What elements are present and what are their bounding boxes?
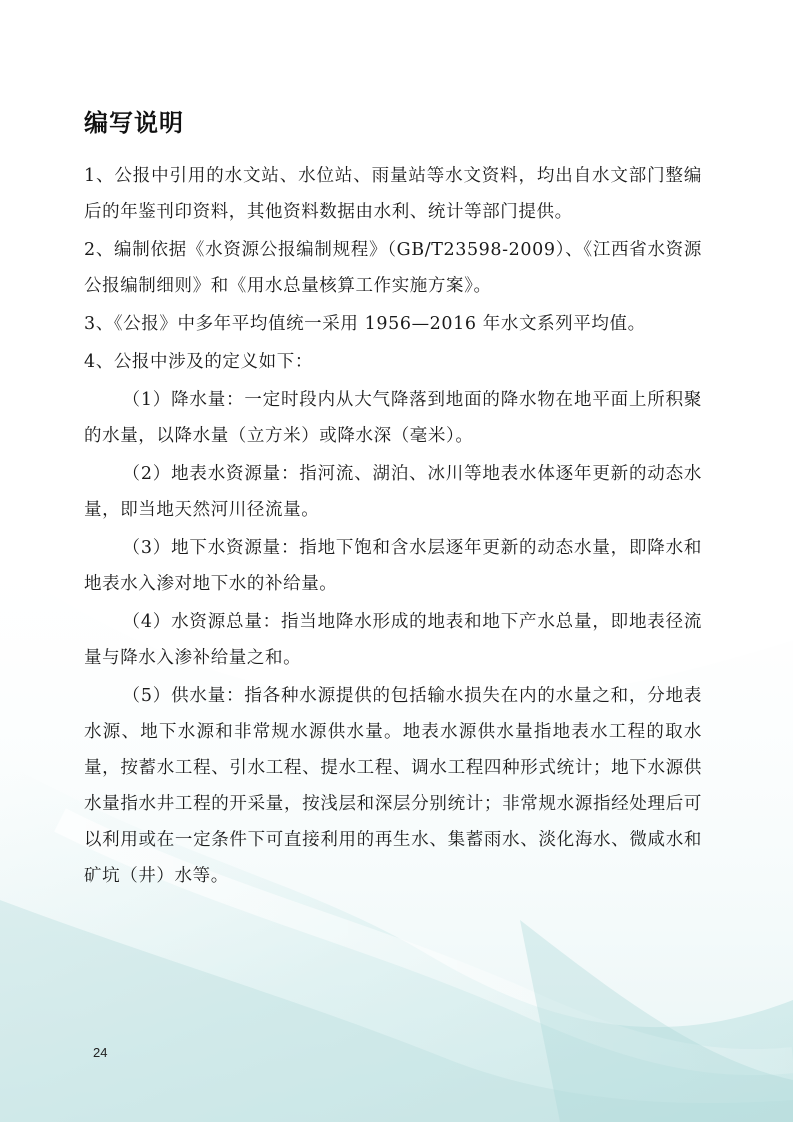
definition-total-water-resources: （4）水资源总量：指当地降水形成的地表和地下产水总量，即地表径流量与降水入渗补给量之和。 bbox=[84, 612, 702, 668]
definition-groundwater: （3）地下水资源量：指地下饱和含水层逐年更新的动态水量，即降水和地表水入渗对地下水的补给量。 bbox=[84, 538, 702, 594]
page-title: 编写说明 bbox=[84, 109, 184, 137]
paragraph-item-3: 3、《公报》中多年平均值统一采用 1956—2016 年水文系列平均值。 bbox=[84, 314, 646, 334]
definition-water-supply: （5）供水量：指各种水源提供的包括输水损失在内的水量之和，分地表水源、地下水源和非常规水源供水量。地表水源供水量指地表水工程的取水量，按蓄水工程、引水工程、提水工程、调水工程四种形式统计；地下水源供水量指水井工程的开采量，按浅层和深层分别统计；非常规水源指经处理后可以利用或在一定条件下可直接利用的再生水、集蓄雨水、淡化海水、微咸水和矿坑（井）水等。 bbox=[84, 686, 702, 886]
definition-surface-water: （2）地表水资源量：指河流、湖泊、冰川等地表水体逐年更新的动态水量，即当地天然河川径流量。 bbox=[84, 464, 702, 520]
paragraph-item-4: 4、公报中涉及的定义如下： bbox=[84, 352, 313, 372]
page-number: 24 bbox=[93, 1045, 108, 1060]
definition-precipitation: （1）降水量：一定时段内从大气降落到地面的降水物在地平面上所积聚的水量，以降水量（立方米）或降水深（毫米）。 bbox=[84, 390, 702, 446]
document-body bbox=[84, 100, 702, 896]
paragraph-item-1: 1、公报中引用的水文站、水位站、雨量站等水文资料，均出自水文部门整编后的年鉴刊印资料，其他资料数据由水利、统计等部门提供。 bbox=[84, 166, 702, 222]
paragraph-item-2: 2、编制依据《水资源公报编制规程》（GB/T23598-2009）、《江西省水资源公报编制细则》和《用水总量核算工作实施方案》。 bbox=[84, 240, 702, 296]
